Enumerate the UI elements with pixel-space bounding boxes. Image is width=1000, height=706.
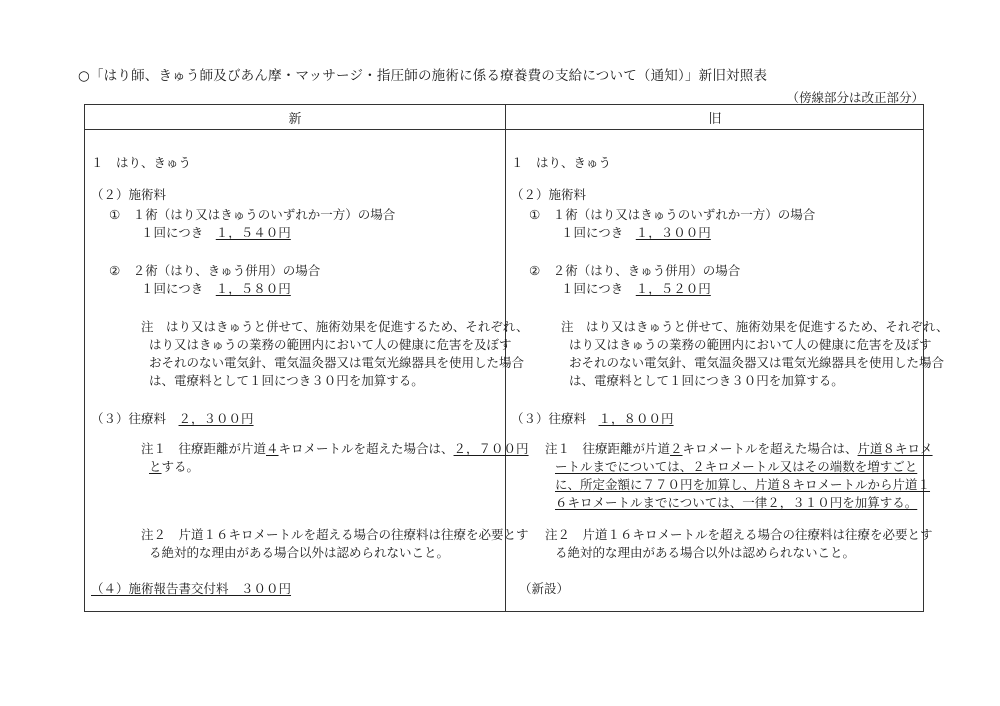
header-old: 旧 xyxy=(708,112,722,127)
note-line-3: おそれのない電気針、電気温灸器又は電気光線器具を使用した場合 xyxy=(569,355,945,370)
table-header xyxy=(85,105,923,130)
item-single-label: ① １術（はり又はきゅうのいずれか一方）の場合 xyxy=(529,207,816,222)
amount-underlined: １，５８０円 xyxy=(215,281,291,296)
section-travel-fee: （３）往療料 ２，３００円 xyxy=(91,411,254,426)
distance-underlined: ２ xyxy=(670,441,683,456)
amount-underlined: ２，７００円 xyxy=(453,441,529,456)
amount-underlined: １，５２０円 xyxy=(635,281,711,296)
new-column xyxy=(85,129,529,613)
travel-note-1-line-2: ートルまでについては、２キロメートル又はその端数を増すごと xyxy=(555,459,918,474)
distance-underlined: ４ xyxy=(266,441,279,456)
section-treatment-fee: （２）施術料 xyxy=(91,187,167,202)
note-line-1: 注 はり又はきゅうと併せて、施術効果を促進するため、それぞれ、 xyxy=(561,319,949,334)
travel-note-1-line-4: ６キロメートルまでについては、一律２，３１０円を加算する。 xyxy=(555,495,918,510)
section-report-fee: （４）施術報告書交付料 ３００円 xyxy=(91,581,292,596)
comparison-table xyxy=(84,104,949,612)
note-line-2: はり又はきゅうの業務の範囲内において人の健康に危害を及ぼす xyxy=(149,337,512,352)
amount-underlined: ２，３００円 xyxy=(178,411,254,426)
item-combined-fee: １回につき １，５２０円 xyxy=(561,281,711,296)
header-new: 新 xyxy=(288,112,302,127)
section-treatment-fee: （２）施術料 xyxy=(511,187,587,202)
amount-underlined: １，５４０円 xyxy=(215,225,291,240)
page-title: ○「はり師、きゅう師及びあん摩・マッサージ・指圧師の施術に係る療養費の支給について（通知）」新旧対照表 xyxy=(78,68,768,84)
item-combined-label: ② ２術（はり、きゅう併用）の場合 xyxy=(529,263,741,278)
item-single-fee: １回につき １，３００円 xyxy=(561,225,711,240)
travel-note-2: 注２ 片道１６キロメートルを超える場合の往療料は往療を必要とす xyxy=(545,527,933,542)
item-single-label: ① １術（はり又はきゅうのいずれか一方）の場合 xyxy=(109,207,396,222)
item-combined-fee: １回につき １，５８０円 xyxy=(141,281,291,296)
travel-note-1-cont: とする。 xyxy=(149,459,200,474)
travel-note-1: 注１ 往療距離が片道２キロメートルを超えた場合は、片道８キロメ xyxy=(545,441,933,456)
note-line-2: はり又はきゅうの業務の範囲内において人の健康に危害を及ぼす xyxy=(569,337,932,352)
travel-note-2-cont: る絶対的な理由がある場合以外は認められないこと。 xyxy=(149,545,450,560)
old-column xyxy=(505,129,949,613)
travel-note-2: 注２ 片道１６キロメートルを超える場合の往療料は往療を必要とす xyxy=(141,527,529,542)
note-line-4: は、電療料として１回につき３０円を加算する。 xyxy=(149,373,424,388)
travel-note-1: 注１ 往療距離が片道４キロメートルを超えた場合は、２，７００円 xyxy=(141,441,529,456)
travel-note-1-line-3: に、所定金額に７７０円を加算し、片道８キロメートルから片道１ xyxy=(555,477,931,492)
item-combined-label: ② ２術（はり、きゅう併用）の場合 xyxy=(109,263,321,278)
note-line-1: 注 はり又はきゅうと併せて、施術効果を促進するため、それぞれ、 xyxy=(141,319,529,334)
annotation-note: （傍線部分は改正部分） xyxy=(786,90,924,105)
section-new-establishment: （新設） xyxy=(519,581,570,596)
amount-underlined: １，８００円 xyxy=(598,411,674,426)
section-travel-fee: （３）往療料 １，８００円 xyxy=(511,411,674,426)
note-line-4: は、電療料として１回につき３０円を加算する。 xyxy=(569,373,844,388)
item-single-fee: １回につき １，５４０円 xyxy=(141,225,291,240)
amount-underlined: １，３００円 xyxy=(635,225,711,240)
note-line-3: おそれのない電気針、電気温灸器又は電気光線器具を使用した場合 xyxy=(149,355,525,370)
amount-underlined: 片道８キロメ xyxy=(857,441,933,456)
section-hari-kyu: １ はり、きゅう xyxy=(511,155,612,170)
travel-note-2-cont: る絶対的な理由がある場合以外は認められないこと。 xyxy=(555,545,856,560)
section-hari-kyu: １ はり、きゅう xyxy=(91,155,192,170)
